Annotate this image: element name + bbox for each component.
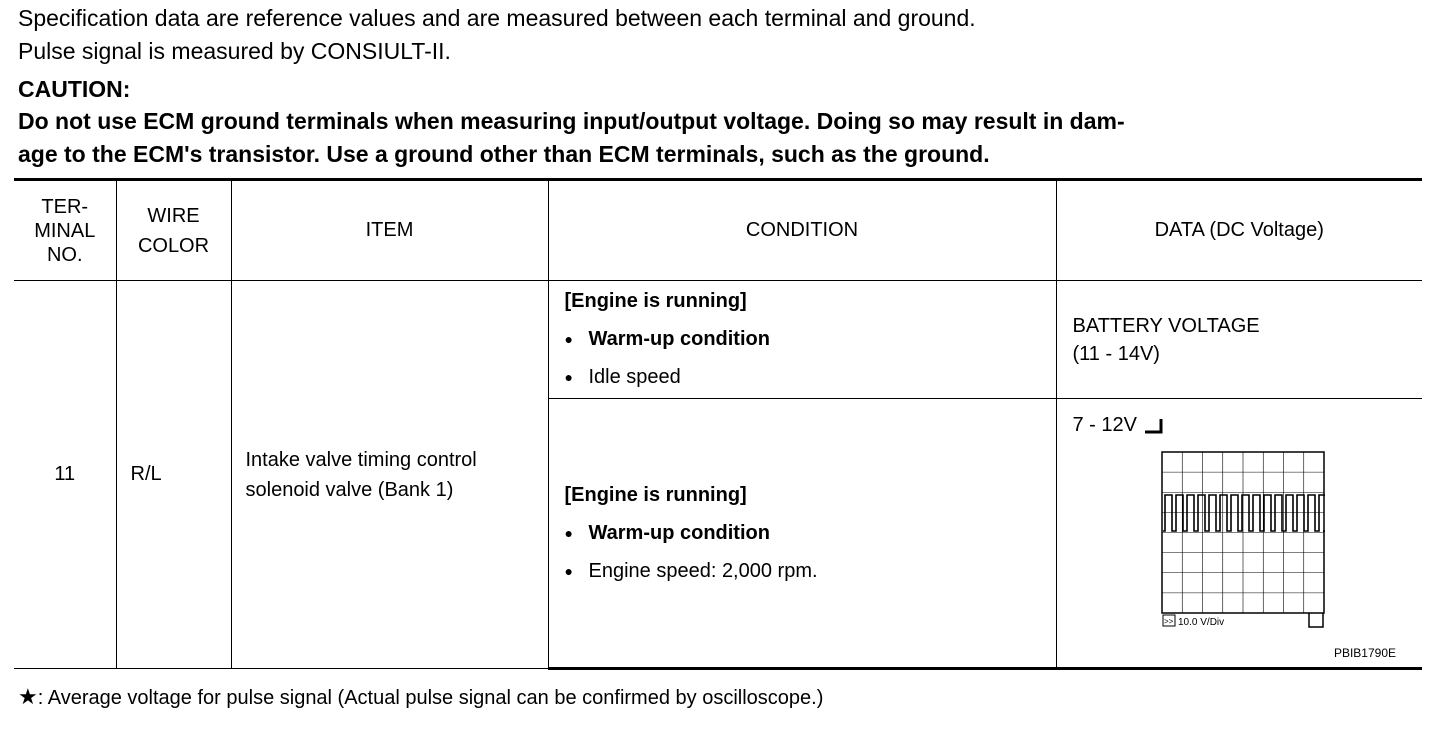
condition-title: [Engine is running] bbox=[564, 483, 747, 506]
footnote-text: : Average voltage for pulse signal (Actual pulse signal can be confirmed by oscilloscope.) bbox=[37, 687, 824, 709]
bullet-dot-icon: ● bbox=[564, 369, 573, 385]
oscilloscope-waveform bbox=[1161, 451, 1325, 629]
star-icon: ★ bbox=[18, 684, 38, 709]
table-header-row bbox=[14, 180, 1422, 281]
table-row bbox=[14, 281, 1422, 399]
range-glyph: >> bbox=[1163, 617, 1173, 626]
header-item: ITEM bbox=[231, 180, 548, 281]
pulse-voltage-value: 7 - 12V bbox=[1073, 411, 1165, 440]
bullet-dot-icon: ● bbox=[564, 331, 573, 347]
condition-bullet: ● Idle speed bbox=[565, 363, 1056, 392]
figure-code: PBIB1790E bbox=[1333, 646, 1396, 660]
terminal-number: 11 bbox=[14, 281, 116, 669]
spec-note: Specification data are reference values and are measured between each terminal and ground. bbox=[18, 5, 976, 31]
header-wire-color: WIRE COLOR bbox=[116, 180, 231, 281]
header-terminal-no: TER- MINAL NO. bbox=[14, 180, 116, 281]
bullet-dot-icon: ● bbox=[564, 562, 573, 579]
star-marker-icon bbox=[1143, 416, 1165, 434]
header-condition: CONDITION bbox=[548, 180, 1056, 281]
data-pulse-voltage bbox=[1056, 399, 1422, 669]
condition-2000rpm bbox=[548, 399, 1056, 669]
condition-title: [Engine is running] bbox=[564, 290, 747, 312]
data-battery-voltage: BATTERY VOLTAGE (11 - 14V) bbox=[1056, 281, 1422, 399]
pulse-note: Pulse signal is measured by CONSIULT-II. bbox=[18, 38, 451, 64]
bullet-dot-icon: ● bbox=[564, 524, 573, 541]
header-data: DATA (DC Voltage) bbox=[1056, 180, 1422, 281]
condition-bullet: ● Warm-up condition bbox=[565, 519, 1056, 548]
wire-color: R/L bbox=[116, 281, 231, 669]
caution-body: Do not use ECM ground terminals when measuring input/output voltage. Doing so may result in dam- age to the ECM's transistor. Use a ground other than ECM terminals, such as the ground. bbox=[18, 108, 1125, 167]
condition-idle bbox=[548, 281, 1056, 399]
scope-scale-label: 10.0 V/Div bbox=[1177, 617, 1224, 628]
footnote bbox=[18, 684, 823, 710]
condition-bullet: ● Warm-up condition bbox=[565, 325, 1056, 354]
condition-bullet: ● Engine speed: 2,000 rpm. bbox=[565, 557, 1056, 586]
terminal-spec-table bbox=[14, 178, 1422, 670]
intro-text bbox=[18, 2, 1438, 171]
caution-title: CAUTION: bbox=[18, 76, 131, 102]
item-name: Intake valve timing control solenoid valve (Bank 1) bbox=[231, 281, 548, 669]
